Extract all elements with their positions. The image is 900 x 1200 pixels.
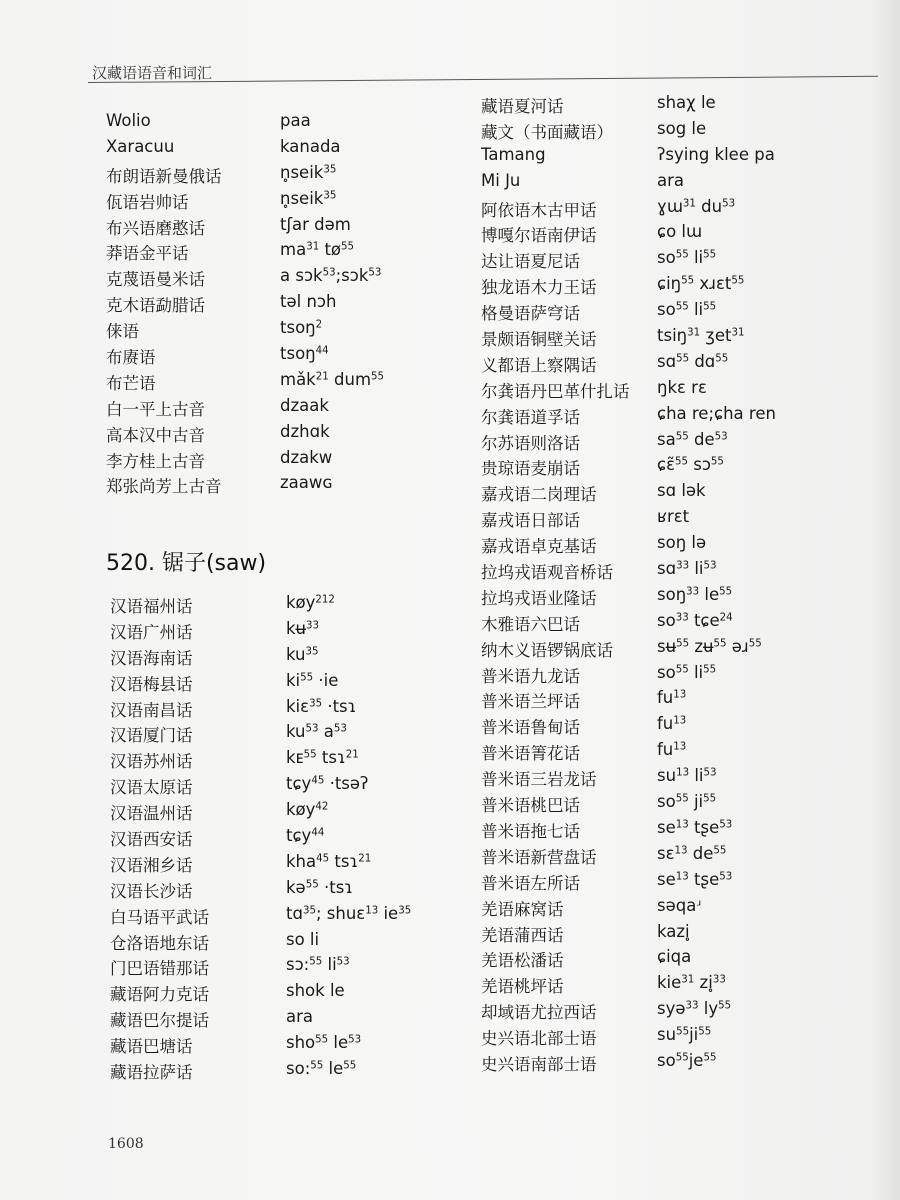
word-form: soŋ lə	[657, 533, 707, 553]
entry-row	[481, 663, 811, 689]
word-form: ara	[286, 1007, 314, 1027]
entry-row	[481, 430, 811, 456]
entry-row	[106, 473, 436, 499]
language-name: 藏文（书面藏语）	[481, 122, 613, 142]
word-form: zaawɢ	[280, 473, 333, 493]
word-form: køy$^{42}$	[286, 800, 329, 820]
page-edge-shadow	[872, 0, 900, 1200]
entry-row	[110, 800, 450, 826]
word-form: kʉ$^{33}$	[286, 618, 320, 638]
language-name: 独龙语木力王话	[481, 278, 597, 298]
language-name: 汉语梅县话	[110, 674, 193, 694]
entry-row	[481, 792, 811, 818]
word-form: soŋ$^{33}$ $le^{55}$	[657, 584, 733, 604]
word-form: so:$^{55}$ $le^{55}$	[286, 1059, 357, 1079]
language-name: 汉语温州话	[110, 804, 193, 824]
language-name: 门巴语错那话	[110, 959, 209, 979]
language-name: 汉语广州话	[110, 622, 193, 642]
language-name: 汉语福州话	[110, 597, 193, 616]
entry-row	[106, 396, 436, 422]
entry-row	[110, 852, 450, 878]
language-name: 拉坞戎语业隆话	[481, 588, 597, 608]
language-name: 嘉戎语卓克基话	[481, 537, 597, 557]
entry-row	[481, 922, 811, 948]
entry-row	[106, 215, 436, 241]
language-name: 羌语蒲西话	[481, 925, 564, 945]
entry-row	[110, 930, 450, 956]
entry-row	[106, 266, 436, 292]
word-form: kə$^{55}$ ·tsɿ	[286, 877, 354, 897]
word-form: $se^{13}$ tʂe$^{53}$	[657, 817, 733, 837]
word-form: sɛ$^{13}$ $de^{55}$	[657, 843, 727, 863]
entry-row	[481, 1025, 811, 1051]
language-name: 郑张尚芳上古音	[106, 477, 222, 497]
word-form: kazi̥	[657, 921, 690, 941]
word-form: ara	[657, 170, 685, 190]
entry-row	[481, 844, 811, 870]
language-name: 藏语夏河话	[481, 97, 564, 116]
language-name: 藏语巴尔提话	[110, 1011, 209, 1031]
word-form: paa	[280, 111, 311, 130]
word-form: $so^{33}$ tɕe$^{24}$	[657, 610, 733, 630]
language-name: 高本汉中古音	[106, 425, 205, 445]
word-form: sɔ:$^{55}$ $li^{53}$	[286, 955, 350, 975]
word-form: $ku^{53}$ $a^{53}$	[286, 722, 347, 742]
entry-row	[481, 119, 811, 145]
word-form: sɑ$^{33}$ $li^{53}$	[657, 559, 717, 579]
language-name: 羌语桃坪话	[481, 977, 564, 997]
entry-row	[481, 326, 811, 352]
word-form: kiɛ$^{35}$ ·tsɿ	[286, 696, 357, 716]
entry-row	[481, 896, 811, 922]
entry-row	[481, 507, 811, 533]
entry-row	[481, 481, 811, 507]
language-name: 布兴语磨憨话	[106, 218, 205, 238]
word-form: sɑ lək	[657, 481, 706, 501]
entry-row	[481, 533, 811, 559]
entry-row	[106, 292, 436, 318]
language-name: 克蔑语曼米话	[106, 270, 205, 290]
entry-row	[110, 878, 450, 904]
word-form: $ku^{35}$	[286, 644, 319, 664]
language-name: 羌语麻窝话	[481, 899, 564, 919]
language-name: 纳木义语锣锅底话	[481, 640, 613, 660]
language-name: 义都语上察隅话	[481, 355, 597, 375]
entry-row	[106, 111, 436, 137]
language-name: 汉语湘乡话	[110, 855, 193, 875]
language-name: 白一平上古音	[106, 399, 205, 419]
left-column-top-entries	[106, 111, 436, 499]
word-form: $fu^{13}$	[657, 740, 687, 760]
word-form: mǎk$^{21}$ dum$^{55}$	[280, 369, 385, 389]
language-name: 贵琼语麦崩话	[481, 459, 580, 479]
language-name: 汉语厦门话	[110, 726, 193, 746]
entry-row	[481, 93, 811, 119]
word-form: $sa^{55}$ $de^{53}$	[657, 429, 728, 449]
word-form: kie$^{31}$ zi̥$^{33}$	[657, 973, 726, 993]
entry-row	[106, 163, 436, 189]
entry-row	[481, 197, 811, 223]
entry-row	[481, 274, 811, 300]
language-name: 达让语夏尼话	[481, 252, 580, 272]
entry-row	[481, 300, 811, 326]
language-name: 羌语松潘话	[481, 951, 564, 971]
language-name: 克木语勐腊话	[106, 296, 205, 316]
language-name: 普米语拖七话	[481, 821, 580, 841]
language-name: 藏语拉萨话	[110, 1063, 193, 1083]
language-name: 俫语	[106, 322, 139, 342]
entry-row	[110, 722, 450, 748]
entry-row	[481, 378, 811, 404]
left-column-saw-entries	[110, 593, 450, 1085]
word-form: $so^{55}$ $li^{55}$	[657, 300, 717, 320]
word-form: ɕiqa	[657, 947, 692, 967]
entry-row	[106, 137, 436, 163]
word-form: ɕɛ̃$^{55}$ sɔ$^{55}$	[657, 455, 724, 475]
entry-row	[481, 637, 811, 663]
entry-row	[481, 870, 811, 896]
entry-row	[481, 818, 811, 844]
word-form: tɕy$^{45}$ ·tsəʔ	[286, 774, 369, 794]
word-form: $su^{55}ji^{55}$	[657, 1025, 712, 1045]
word-form: tɑ$^{35}$; shuɛ$^{13}$ $ie^{35}$	[286, 903, 412, 923]
entry-row	[110, 593, 450, 619]
word-form: ʔsying klee pa	[657, 144, 775, 164]
page-number: 1608	[108, 1136, 144, 1152]
language-name: 汉语西安话	[110, 830, 193, 850]
language-name: 佤语岩帅话	[106, 192, 189, 212]
entry-row	[110, 619, 450, 645]
language-name: 格曼语萨穹话	[481, 304, 580, 324]
word-form: dzakw	[280, 447, 333, 467]
word-form: so li	[286, 929, 320, 949]
language-name: 史兴语南部士语	[481, 1054, 597, 1074]
language-name: 尔龚语道孚话	[481, 407, 580, 427]
entry-row	[481, 352, 811, 378]
language-name: Mi Ju	[481, 170, 521, 190]
language-name: 普米语九龙话	[481, 666, 580, 686]
word-form: sɑ$^{55}$ dɑ$^{55}$	[657, 351, 729, 371]
language-name: 拉坞戎语观音桥话	[481, 563, 613, 583]
language-name: Xaracuu	[106, 136, 175, 156]
language-name: Wolio	[106, 111, 151, 130]
language-name: 布朗语新曼俄话	[106, 166, 222, 186]
word-form: $so^{55}je^{55}$	[657, 1050, 717, 1070]
word-form: $fu^{13}$	[657, 714, 687, 734]
entry-row	[481, 999, 811, 1025]
language-name: 普米语新营盘话	[481, 847, 597, 867]
entry-row	[106, 448, 436, 474]
word-form: sʉ$^{55}$ zʉ$^{55}$ əɹ$^{55}$	[657, 636, 762, 656]
entry-row	[481, 585, 811, 611]
word-form: ɕha re;ɕha ren	[657, 403, 776, 423]
word-form: $ma^{31}$ $tø^{55}$	[280, 240, 355, 260]
entry-row	[481, 171, 811, 197]
language-name: 莽语金平话	[106, 244, 189, 264]
entry-row	[106, 318, 436, 344]
language-name: 藏语巴塘话	[110, 1037, 193, 1057]
entry-row	[481, 611, 811, 637]
language-name: 汉语长沙话	[110, 881, 193, 901]
language-name: 史兴语北部士语	[481, 1029, 597, 1049]
language-name: 汉语海南话	[110, 648, 193, 668]
entry-row	[106, 370, 436, 396]
entry-row	[481, 766, 811, 792]
running-header: 汉藏语语音和词汇	[92, 64, 213, 82]
word-form: køy$^{212}$	[286, 593, 335, 612]
language-name: 普米语兰坪话	[481, 692, 580, 712]
entry-row	[110, 981, 450, 1007]
word-form: $so^{55}$ $li^{55}$	[657, 248, 717, 268]
entry-row	[481, 455, 811, 481]
word-form: kᴇ$^{55}$ tsɿ$^{21}$	[286, 748, 359, 768]
language-name: 阿依语木古甲话	[481, 200, 597, 220]
entry-row	[110, 774, 450, 800]
language-name: 汉语苏州话	[110, 752, 193, 772]
entry-row	[481, 248, 811, 274]
entry-row	[481, 559, 811, 585]
entry-row	[106, 344, 436, 370]
word-form: $fu^{13}$	[657, 688, 687, 708]
entry-row	[481, 145, 811, 171]
entry-row	[110, 645, 450, 671]
entry-row	[481, 973, 811, 999]
word-form: sho$^{55}$ $le^{53}$	[286, 1033, 362, 1053]
word-form: n̥seik$^{35}$	[280, 162, 337, 182]
entry-row	[481, 222, 811, 248]
language-name: 布芒语	[106, 373, 156, 393]
entry-row	[481, 688, 811, 714]
entry-row	[481, 1051, 811, 1077]
entry-row	[110, 671, 450, 697]
language-name: 布赓语	[106, 348, 156, 368]
word-form: dzhɑk	[280, 421, 330, 441]
entry-row	[481, 404, 811, 430]
entry-row	[110, 904, 450, 930]
word-form: a sɔk$^{53}$;sɔk$^{53}$	[280, 266, 382, 286]
word-form: dzaak	[280, 395, 329, 415]
entry-row	[481, 714, 811, 740]
word-form: ʁrɛt	[657, 507, 690, 527]
entry-row	[110, 1007, 450, 1033]
word-form: sog le	[657, 118, 707, 138]
word-form: shok le	[286, 981, 345, 1001]
word-form: tsiŋ$^{31}$ ʒet$^{31}$	[657, 326, 745, 346]
word-form: $se^{13}$ tʂe$^{53}$	[657, 869, 733, 889]
word-form: tsoŋ$^{44}$	[280, 344, 329, 364]
language-name: 普米语左所话	[481, 873, 580, 893]
word-form: shaχ le	[657, 93, 716, 112]
entry-row	[110, 955, 450, 981]
language-name: 仓洛语地东话	[110, 933, 209, 953]
language-name: 汉语太原话	[110, 778, 193, 798]
word-form: kha$^{45}$ tsɿ$^{21}$	[286, 851, 372, 871]
entry-row	[110, 1033, 450, 1059]
word-form: $so^{55}$ $li^{55}$	[657, 662, 717, 682]
entry-row	[481, 740, 811, 766]
language-name: 普米语桃巴话	[481, 796, 580, 816]
word-form: $ki^{55} \cdot ie$	[286, 670, 339, 690]
word-form: tʃar dəm	[280, 214, 351, 234]
entry-row	[481, 947, 811, 973]
language-name: Tamang	[481, 144, 546, 164]
language-name: 木雅语六巴话	[481, 614, 580, 634]
language-name: 汉语南昌话	[110, 700, 193, 720]
language-name: 嘉戎语日部话	[481, 511, 580, 531]
language-name: 却域语尤拉西话	[481, 1003, 597, 1023]
language-name: 博嘎尔语南伊话	[481, 226, 597, 246]
entry-row	[110, 1059, 450, 1085]
entry-row	[110, 826, 450, 852]
word-form: ɕiŋ$^{55}$ xɹɛt$^{55}$	[657, 274, 745, 294]
language-name: 普米语鲁甸话	[481, 718, 580, 738]
language-name: 尔苏语则洛话	[481, 433, 580, 453]
language-name: 景颇语铜壁关话	[481, 330, 597, 350]
language-name: 藏语阿力克话	[110, 985, 209, 1005]
section-heading: 520. 锯子(saw)	[106, 551, 267, 576]
entry-row	[110, 748, 450, 774]
right-column-entries	[481, 93, 811, 1077]
word-form: $su^{13}$ $li^{53}$	[657, 766, 717, 786]
word-form: ɣɯ$^{31}$ $du^{53}$	[657, 196, 736, 216]
word-form: tsoŋ$^2$	[280, 318, 323, 338]
word-form: kanada	[280, 136, 341, 156]
language-name: 尔龚语丹巴革什扎话	[481, 381, 630, 401]
entry-row	[106, 422, 436, 448]
entry-row	[106, 189, 436, 215]
language-name: 普米语三岩龙话	[481, 770, 597, 790]
entry-row	[110, 697, 450, 723]
language-name: 嘉戎语二岗理话	[481, 485, 597, 505]
word-form: syə$^{33}$ $ly^{55}$	[657, 999, 732, 1019]
word-form: tɕy$^{44}$	[286, 826, 325, 846]
word-form: n̥seik$^{35}$	[280, 188, 337, 208]
word-form: ɕo lɯ	[657, 222, 703, 242]
language-name: 普米语箐花话	[481, 744, 580, 764]
word-form: təl nɔh	[280, 292, 337, 312]
entry-row	[106, 240, 436, 266]
language-name: 李方桂上古音	[106, 451, 205, 471]
word-form: $so^{55}$ $ji^{55}$	[657, 792, 717, 812]
language-name: 白马语平武话	[110, 907, 209, 927]
word-form: səqaʴ	[657, 895, 702, 915]
word-form: ŋkɛ rɛ	[657, 377, 707, 397]
